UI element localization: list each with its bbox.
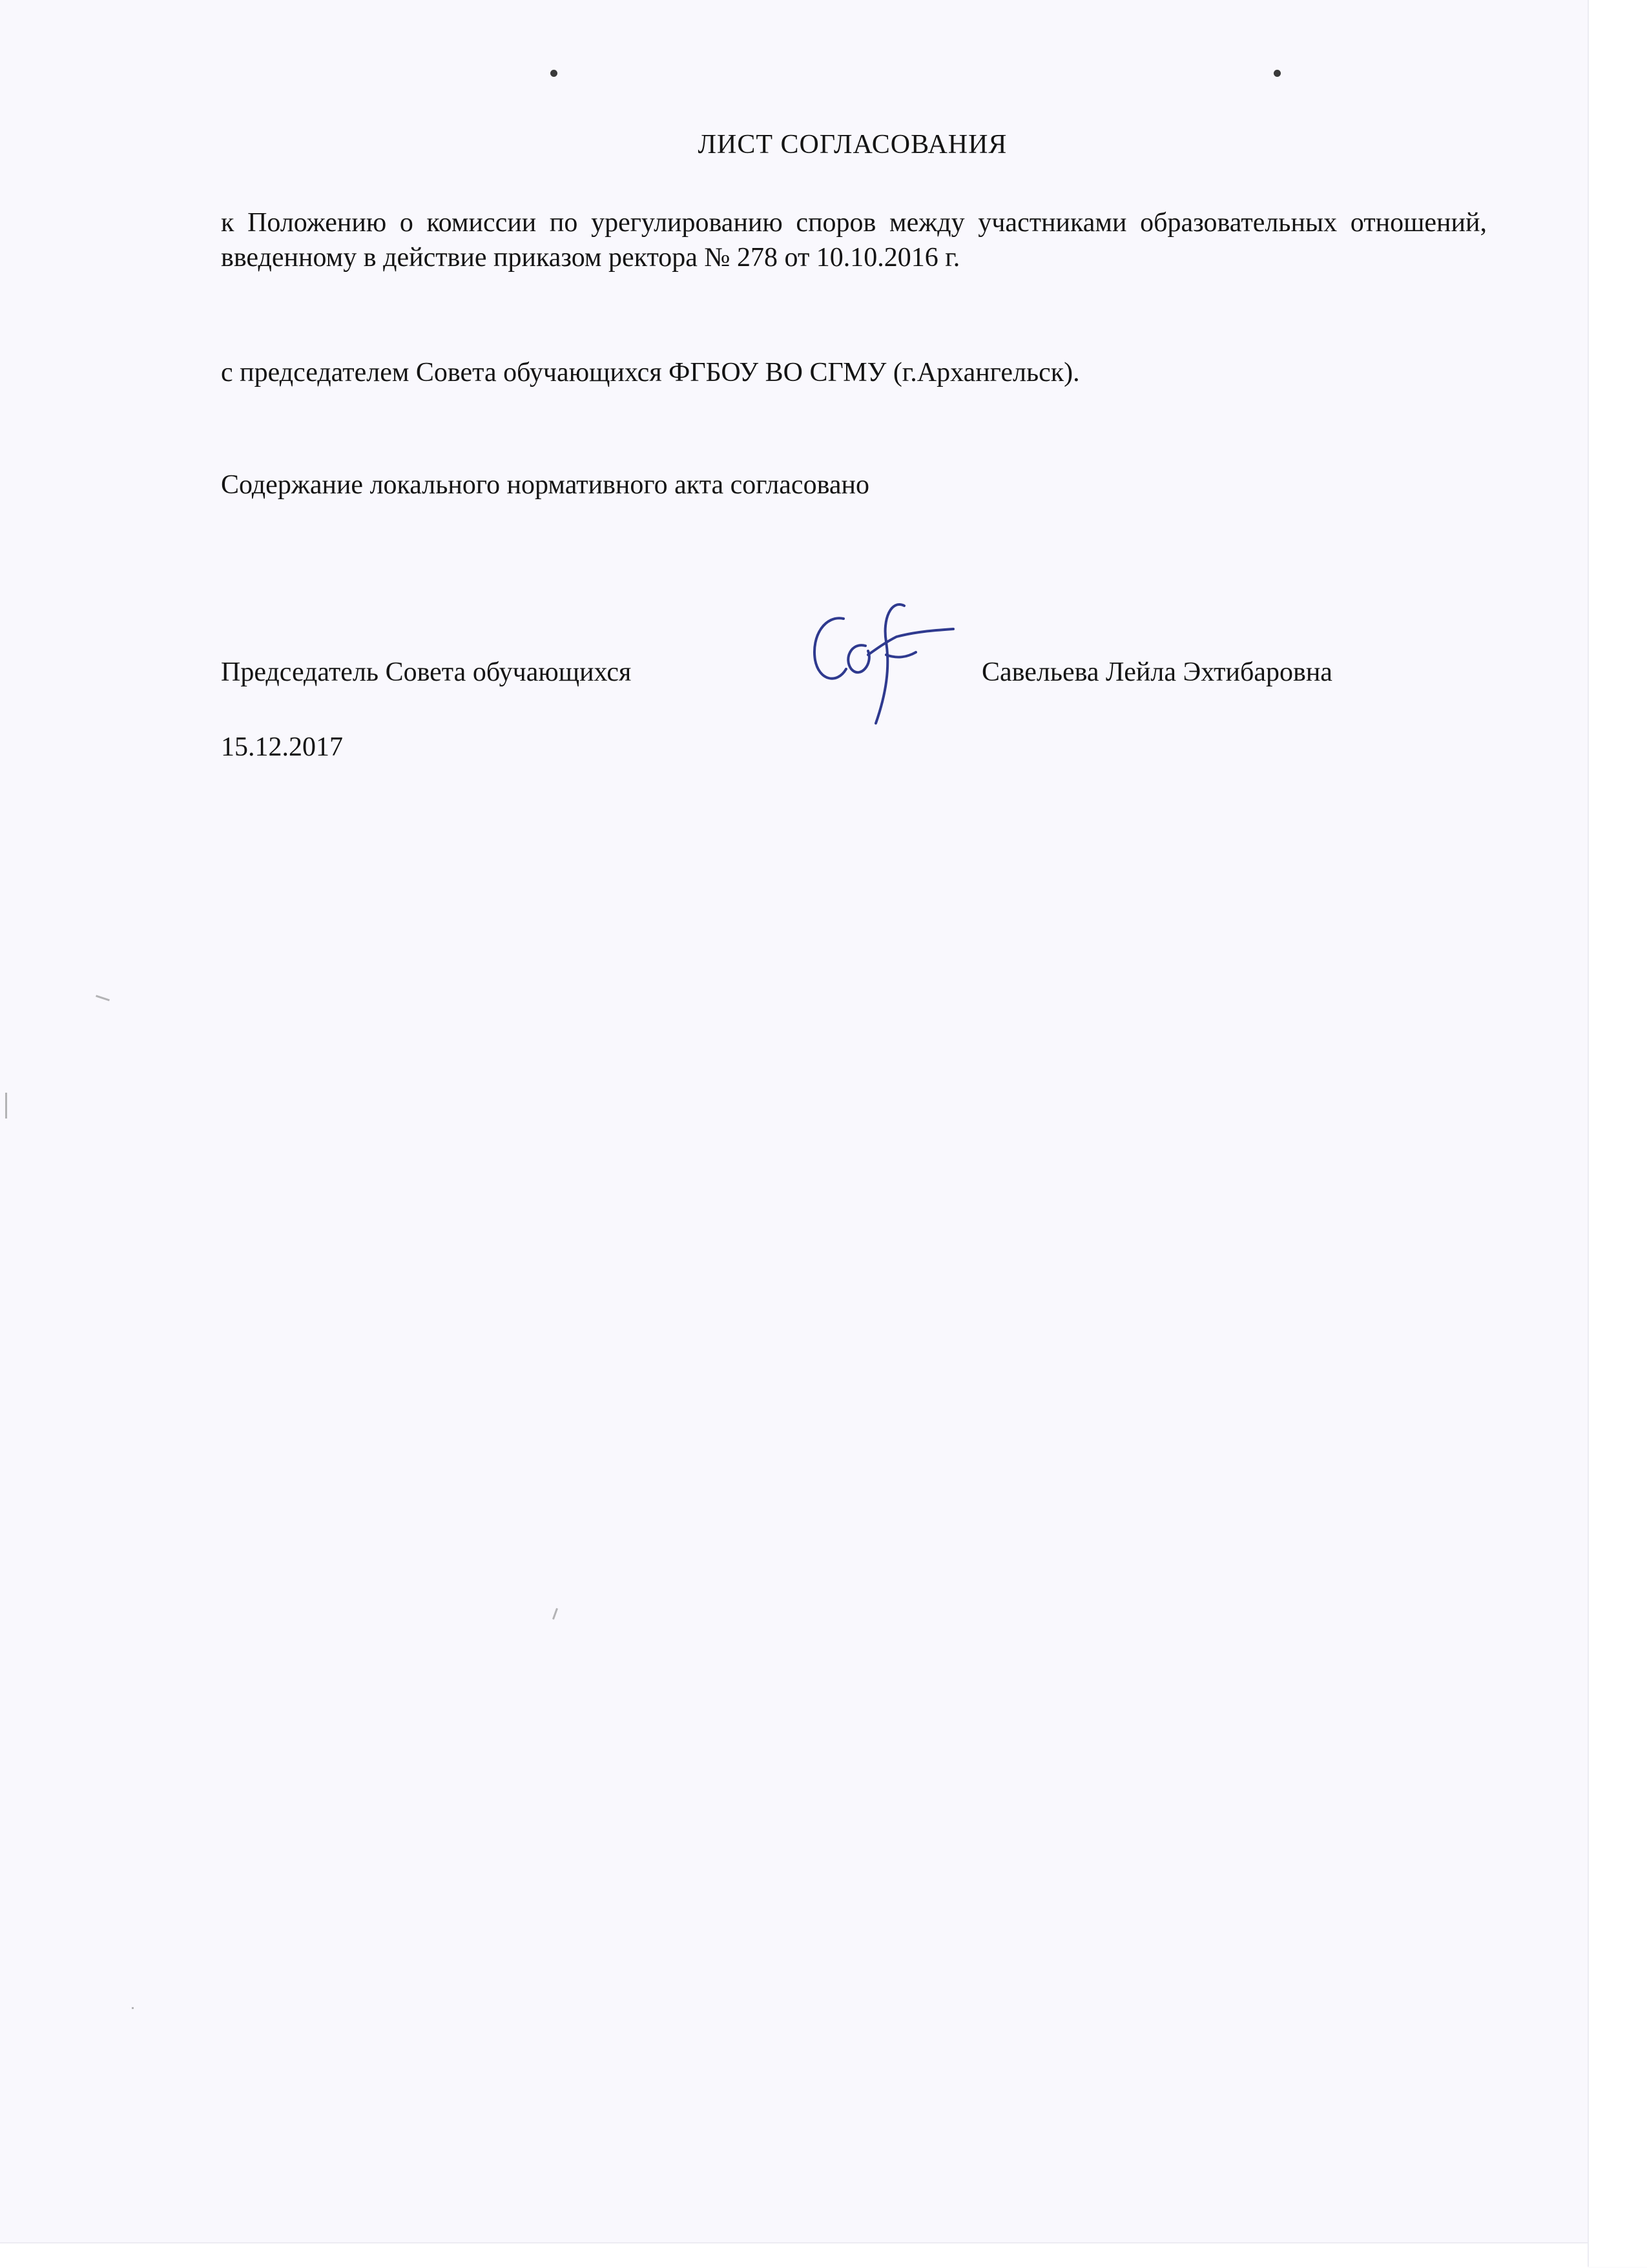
punch-hole-mark xyxy=(550,70,557,77)
document-title: ЛИСТ СОГЛАСОВАНИЯ xyxy=(698,130,1008,160)
signer-name: Савельева Лейла Эхтибаровна xyxy=(982,657,1332,687)
scan-speck xyxy=(96,995,110,1002)
document-subject: к Положению о комиссии по урегулированию споров между участниками образовательных отношений, введенному в действие приказом ректора № 278 от 10.10.2016 г. xyxy=(221,208,1487,273)
scan-speck xyxy=(132,2007,134,2009)
agreed-with-line: с председателем Совета обучающихся ФГБОУ ВО СГМУ (г.Архангельск). xyxy=(221,358,1080,387)
scan-margin-bottom xyxy=(0,2242,1588,2268)
signature-stroke xyxy=(886,652,916,657)
signature-date: 15.12.2017 xyxy=(221,732,343,762)
content-status-line: Содержание локального нормативного акта согласовано xyxy=(221,470,869,500)
signature-stroke xyxy=(848,645,869,672)
punch-hole-mark xyxy=(1274,70,1281,77)
signature-stroke xyxy=(876,604,904,723)
signature-stroke xyxy=(868,629,953,655)
signer-position: Председатель Совета обучающихся xyxy=(221,657,632,687)
scan-margin-right xyxy=(1588,0,1647,2267)
signature-stroke xyxy=(814,618,846,678)
handwritten-signature xyxy=(806,597,961,739)
scan-speck xyxy=(552,1608,558,1620)
scan-speck xyxy=(5,1093,7,1119)
